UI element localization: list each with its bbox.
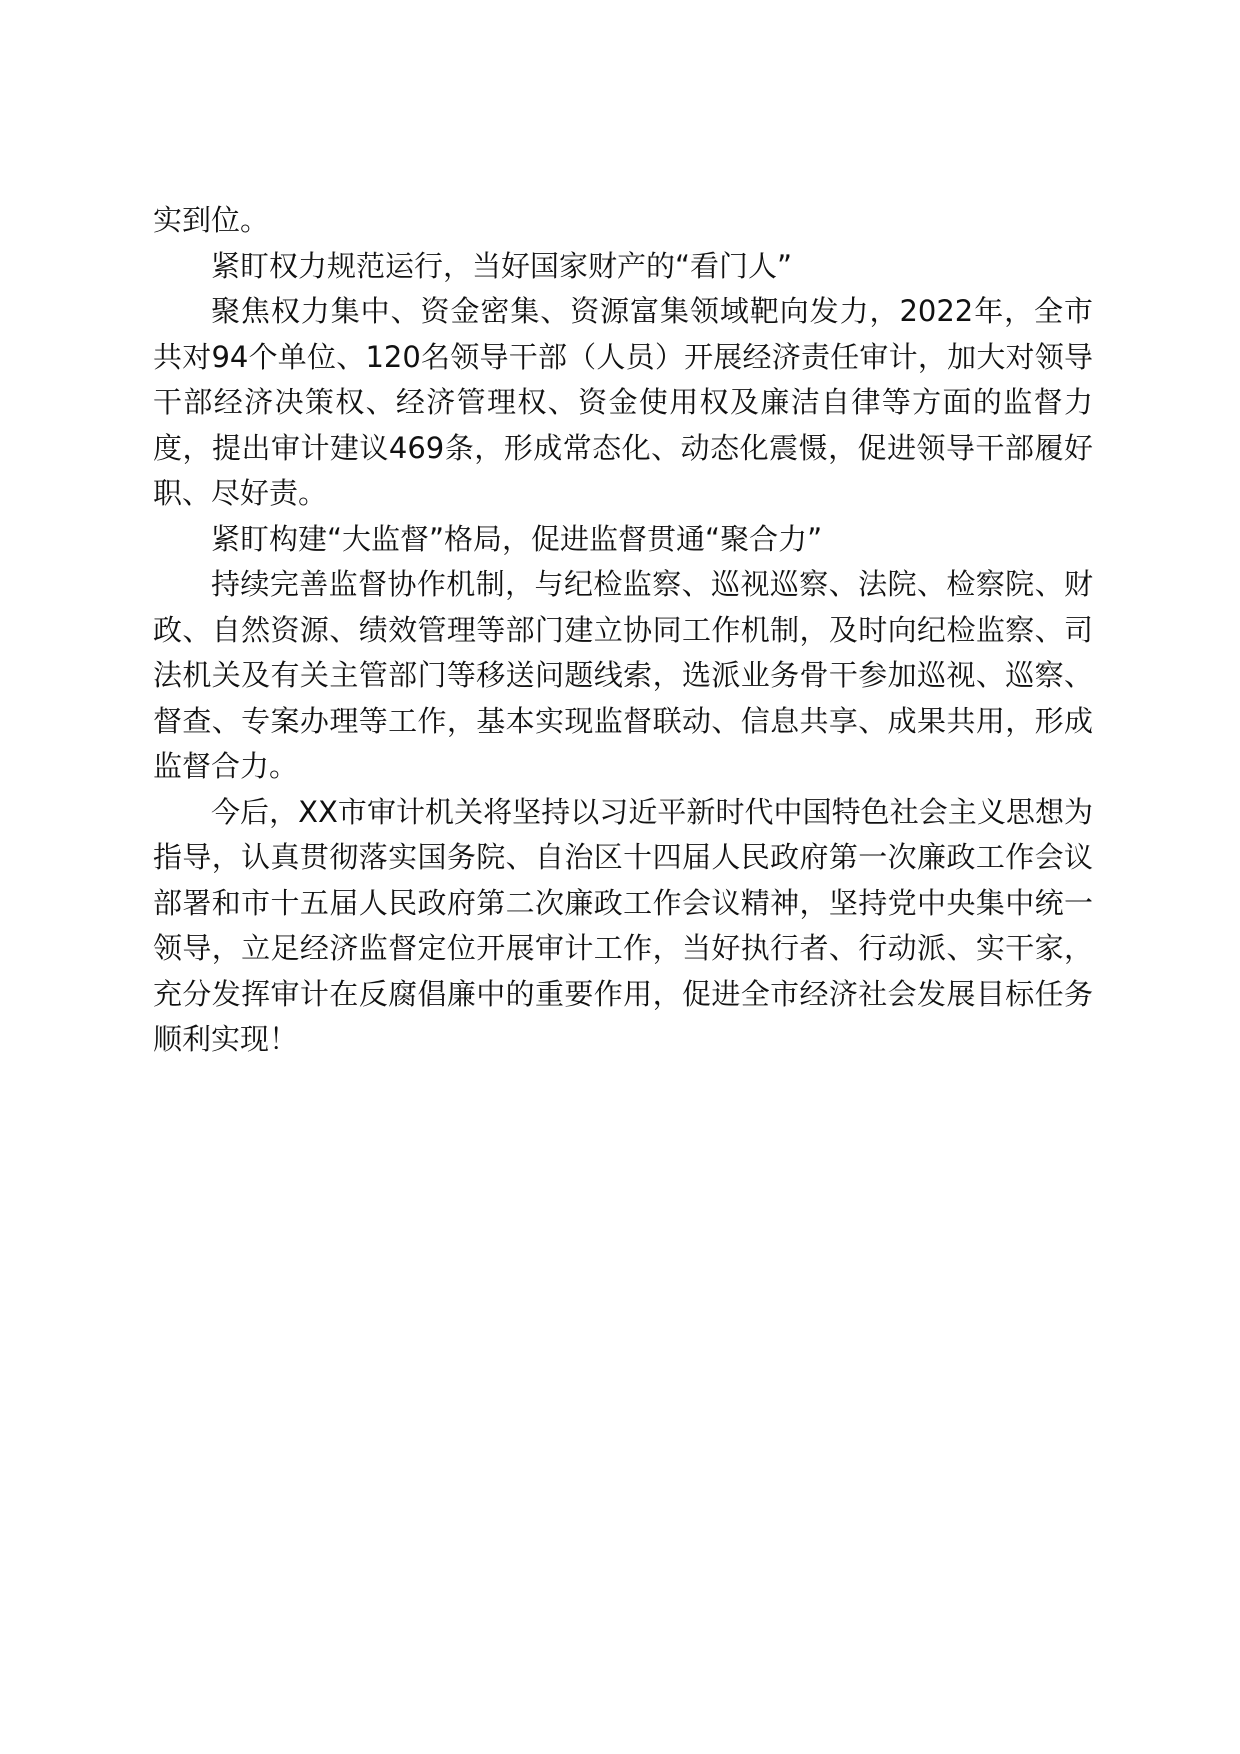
section-heading-big-supervision: 紧盯构建“大监督”格局，促进监督贯通“聚合力”	[211, 521, 823, 556]
section-heading-power-oversight: 紧盯权力规范运行，当好国家财产的“看门人”	[211, 248, 793, 283]
paragraph-continuation: 实到位。	[153, 203, 270, 237]
paragraph-supervision-cooperation: 持续完善监督协作机制，与纪检监察、巡视巡察、法院、检察院、财政、自然资源、绩效管理等部门建立协同工作机制，及时向纪检监察、司法机关及有关主管部门等移送问题线索，选派业务骨干参加巡视、巡察、督查、专案办理等工作，基本实现监督联动、信息共享、成果共用，形成监督合力。	[153, 567, 1093, 783]
paragraph-economic-responsibility-audit: 聚焦权力集中、资金密集、资源富集领域靶向发力，2022年，全市共对94个单位、120名领导干部（人员）开展经济责任审计，加大对领导干部经济决策权、经济管理权、资金使用权及廉洁自律等方面的监督力度，提出审计建议469条，形成常态化、动态化震慑，促进领导干部履好职、尽好责。	[153, 294, 1093, 510]
document-body	[153, 198, 1093, 1063]
paragraph-future-plans: 今后，XX市审计机关将坚持以习近平新时代中国特色社会主义思想为指导，认真贯彻落实国务院、自治区十四届人民政府第一次廉政工作会议部署和市十五届人民政府第二次廉政工作会议精神，坚持党中央集中统一领导，立足经济监督定位开展审计工作，当好执行者、行动派、实干家，充分发挥审计在反腐倡廉中的重要作用，促进全市经济社会发展目标任务顺利实现！	[153, 794, 1093, 1056]
